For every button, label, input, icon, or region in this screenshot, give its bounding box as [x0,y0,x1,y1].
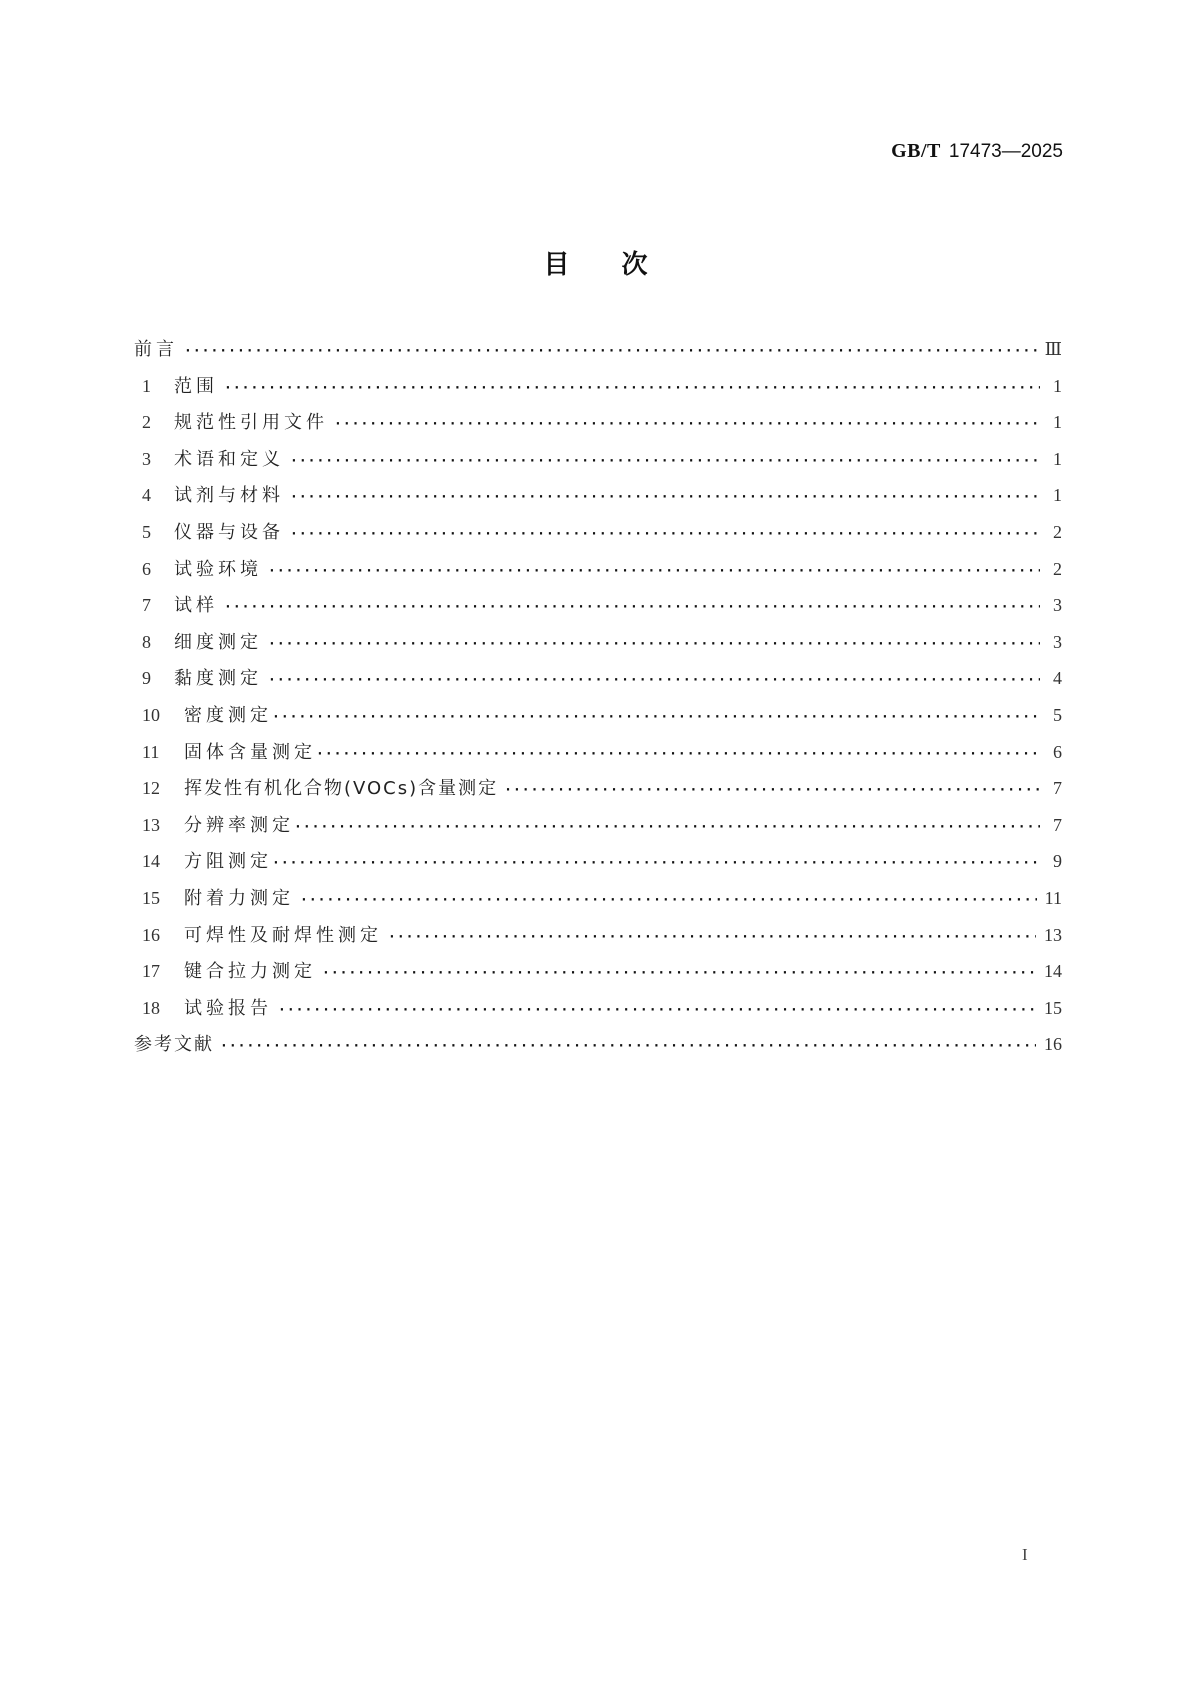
table-of-contents [134,338,1062,1070]
dot-leader [316,744,1040,766]
toc-entry-label: 黏度测定 [174,668,262,690]
standard-number-header [891,140,1063,163]
dot-leader [268,670,1040,692]
dot-leader [294,817,1040,839]
toc-entry-page: 9 [1053,851,1062,872]
toc-entry-label: 方阻测定 [184,851,272,873]
toc-entry-page: 5 [1053,704,1062,725]
standard-code: 17473—2025 [948,141,1063,162]
toc-entry[interactable] [142,484,1062,521]
dot-leader [334,414,1040,436]
toc-entry-page: 2 [1053,521,1062,542]
toc-entry-page: 15 [1044,997,1062,1018]
toc-entry[interactable] [142,521,1062,558]
dot-leader [272,853,1040,875]
dot-leader [272,707,1040,729]
dot-leader [290,524,1040,546]
toc-entry-page: 4 [1053,668,1062,689]
toc-entry-label: 键合拉力测定 [184,961,316,983]
dot-leader [322,963,1036,985]
toc-entry-label: 附着力测定 [184,887,294,909]
dot-leader [290,451,1040,473]
toc-entry-page: 14 [1044,961,1062,982]
toc-entry-number: 14 [142,851,160,872]
toc-entry-label: 细度测定 [174,631,262,653]
toc-entry-number: 3 [142,448,151,469]
toc-entry-page: 3 [1053,595,1062,616]
toc-entry-page: Ⅲ [1044,339,1062,359]
standard-prefix: GB/T [891,140,941,162]
toc-entry-page: 13 [1044,924,1062,945]
toc-entry-label: 试验环境 [174,558,262,580]
toc-entry-label: 试样 [174,595,218,617]
toc-entry-number: 5 [142,521,151,542]
dot-leader [504,780,1040,802]
dot-leader [388,927,1036,949]
toc-entry-label: 范围 [174,375,218,397]
toc-entry-bibliography[interactable] [134,1033,1062,1070]
dot-leader [300,890,1037,912]
dot-leader [268,634,1040,656]
dot-leader [220,1036,1036,1058]
toc-entry[interactable] [142,667,1062,704]
toc-entry-number: 1 [142,375,151,396]
toc-entry-label: 仪器与设备 [174,521,284,543]
dot-leader [290,487,1040,509]
toc-entry[interactable] [142,777,1062,814]
toc-entry[interactable] [142,558,1062,595]
toc-entry-label: 前言 [134,339,178,360]
toc-entry-number: 10 [142,704,160,725]
toc-entry-page: 1 [1053,412,1062,433]
toc-entry-label: 分辨率测定 [184,814,294,836]
toc-entry-number: 4 [142,485,151,506]
toc-entry-label: 术语和定义 [174,448,284,470]
toc-entry-page: 7 [1053,778,1062,799]
toc-entry-page: 3 [1053,631,1062,652]
toc-entry-page: 7 [1053,814,1062,835]
toc-entry[interactable] [142,997,1062,1034]
toc-entry-number: 16 [142,924,160,945]
dot-leader [278,1000,1036,1022]
toc-entry-label: 参考文献 [134,1034,214,1056]
dot-leader [184,341,1037,363]
toc-entry-number: 6 [142,558,151,579]
toc-entry-page: 2 [1053,558,1062,579]
toc-entry-foreword[interactable] [134,338,1062,375]
dot-leader [224,597,1040,619]
toc-entry-page: 11 [1044,887,1062,908]
toc-entry[interactable] [142,375,1062,412]
toc-entry-number: 11 [142,741,160,762]
toc-entry-number: 18 [142,997,160,1018]
page-title: 目次 [543,250,700,280]
toc-entry-label: 试剂与材料 [174,485,284,507]
toc-entry-number: 9 [142,668,151,689]
toc-entry-page: 6 [1053,741,1062,762]
toc-entry-label: 挥发性有机化合物(VOCs)含量测定 [184,778,499,800]
toc-entry[interactable] [142,960,1062,997]
dot-leader [268,561,1040,583]
toc-entry-number: 15 [142,887,160,908]
toc-entry-number: 17 [142,961,160,982]
toc-entry[interactable] [142,924,1062,961]
toc-entry-page: 1 [1053,375,1062,396]
toc-entry[interactable] [142,850,1062,887]
toc-entry-page: 16 [1044,1034,1062,1055]
toc-entry-number: 7 [142,595,151,616]
toc-entry-label: 可焊性及耐焊性测定 [184,924,382,946]
page-number: I [1022,1545,1028,1564]
toc-entry-number: 13 [142,814,160,835]
toc-entry[interactable] [142,887,1062,924]
toc-entry[interactable] [142,741,1062,778]
dot-leader [224,378,1040,400]
toc-entry-page: 1 [1053,448,1062,469]
toc-entry[interactable] [142,594,1062,631]
toc-entry[interactable] [142,814,1062,851]
toc-entry-number: 12 [142,778,160,799]
toc-entry[interactable] [142,448,1062,485]
toc-entry-label: 规范性引用文件 [174,412,328,434]
toc-entry-label: 试验报告 [184,997,272,1019]
toc-entry[interactable] [142,411,1062,448]
toc-entry-label: 固体含量测定 [184,741,316,763]
toc-entry[interactable] [142,631,1062,668]
toc-entry-number: 8 [142,631,151,652]
toc-entry-number: 2 [142,412,151,433]
toc-entry-page: 1 [1053,485,1062,506]
toc-entry[interactable] [142,704,1062,741]
toc-entry-label: 密度测定 [184,704,272,726]
